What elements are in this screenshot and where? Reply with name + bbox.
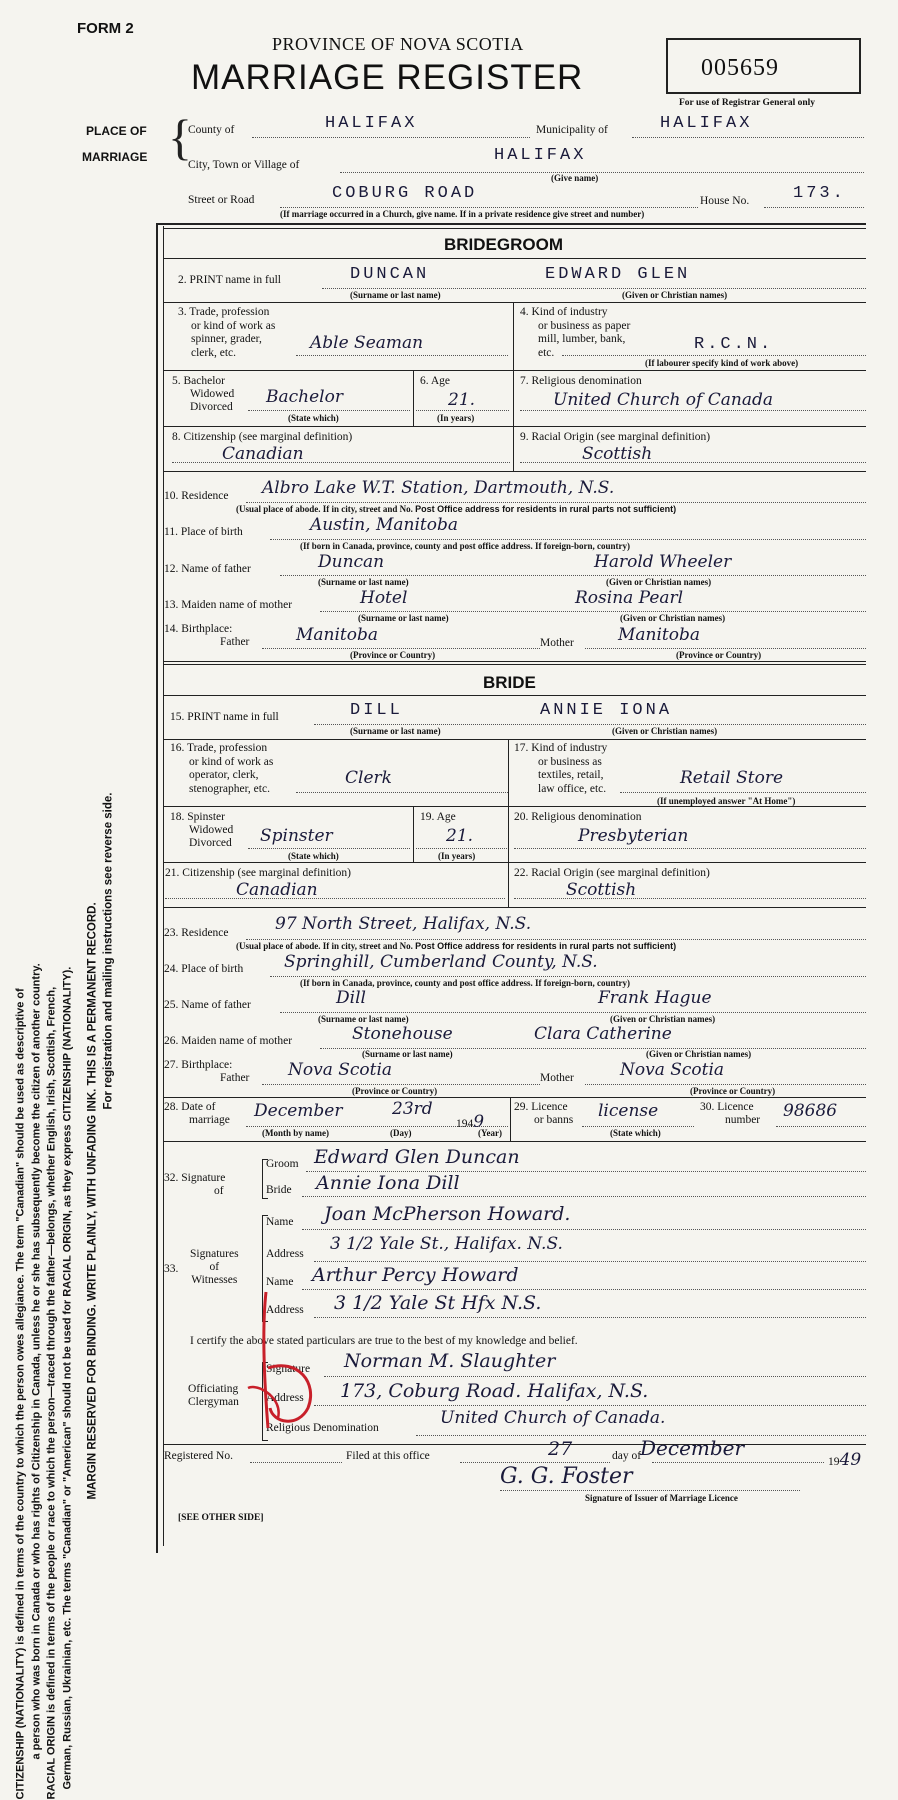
bride-father-surname-caption: (Surname or last name) — [318, 1014, 409, 1024]
groom-mother-given-caption: (Given or Christian names) — [620, 613, 726, 623]
groom-state-caption: (State which) — [288, 413, 339, 423]
bride-field-24: 24. Place of birth — [164, 963, 244, 975]
year-caption: (Year) — [478, 1128, 502, 1138]
margin-line-2: a person who was born in Canada or who has rights of Citizenship in Canada, unless he or she has subsequently become the citizen of another country. — [30, 963, 42, 1760]
groom-age: 21. — [448, 390, 476, 410]
registered-no-label: Registered No. — [164, 1450, 233, 1462]
bride-mother-surname-caption: (Surname or last name) — [362, 1049, 453, 1059]
bride-given-caption: (Given or Christian names) — [612, 726, 718, 736]
signature-field-33: 33. — [164, 1263, 179, 1275]
groom-field-4: 4. Kind of industry or business as paper mill, lumber, bank, etc. — [520, 306, 631, 359]
groom-mother-prov-caption: (Province or Country) — [676, 650, 762, 660]
bride-marital-status: Spinster — [260, 826, 333, 846]
give-name-caption: (Give name) — [551, 173, 599, 183]
bride-father-given: Frank Hague — [598, 988, 712, 1008]
groom-residence-caption: (Usual place of abode. If in city, street and No. Post Office address for residents in rural parts not sufficient) — [236, 504, 677, 514]
groom-mother-birthplace: Manitoba — [618, 625, 701, 645]
groom-birthplace: Austin, Manitoba — [310, 515, 458, 535]
margin-line-5: MARGIN RESERVED FOR BINDING. WRITE PLAINLY, WITH UNFADING INK. THIS IS A PERMANENT RECORD. — [86, 902, 99, 1500]
witness2-name: Arthur Percy Howard — [312, 1264, 519, 1286]
groom-father-given: Harold Wheeler — [594, 552, 732, 572]
bride-surname: DILL — [350, 701, 403, 720]
margin-line-6: For registration and mailing instructions see reverse side. — [102, 792, 114, 1110]
marriage-day: 23rd — [392, 1099, 433, 1119]
witness1-address: 3 1/2 Yale St., Halifax. N.S. — [330, 1234, 563, 1254]
bride-father-birthplace: Nova Scotia — [288, 1060, 393, 1080]
red-ink-mark — [238, 1288, 328, 1438]
place-label-1: PLACE OF — [86, 124, 147, 138]
house-value: 173. — [793, 184, 846, 203]
county-value: HALIFAX — [325, 114, 418, 133]
street-value: COBURG ROAD — [332, 184, 478, 203]
licence-number: 98686 — [783, 1101, 838, 1121]
bride-signature: Annie Iona Dill — [316, 1172, 460, 1194]
bride-state-caption: (State which) — [288, 851, 339, 861]
bride-father-surname: Dill — [336, 988, 366, 1008]
bride-mother-label: Mother — [540, 1072, 574, 1084]
filed-label: Filed at this office — [346, 1450, 430, 1462]
groom-industry-caption: (If labourer specify kind of work above) — [645, 358, 799, 368]
street-note: (If marriage occurred in a Church, give name. If in a private residence give street and number) — [280, 209, 645, 219]
groom-signature: Edward Glen Duncan — [314, 1146, 520, 1168]
registrar-note: For use of Registrar General only — [679, 98, 816, 108]
groom-trade: Able Seaman — [310, 333, 424, 353]
bride-trade: Clerk — [345, 768, 392, 788]
bride-field-15: 15. PRINT name in full — [170, 711, 279, 723]
day-caption: (Day) — [390, 1128, 412, 1138]
registration-number: 005659 — [701, 55, 779, 81]
groom-mother-given: Rosina Pearl — [575, 588, 684, 608]
bride-religion: Presbyterian — [578, 826, 689, 846]
bride-field-16: 16. Trade, profession or kind of work as operator, clerk, stenographer, etc. — [170, 742, 274, 795]
bridegroom-heading: BRIDEGROOM — [444, 235, 563, 254]
officiating-clergyman-label: Officiating Clergyman — [188, 1383, 239, 1408]
groom-field-6: 6. Age — [420, 375, 451, 387]
registration-number-box — [666, 38, 861, 94]
bride-mother-birthplace: Nova Scotia — [620, 1060, 725, 1080]
groom-residence: Albro Lake W.T. Station, Dartmouth, N.S. — [262, 478, 615, 498]
groom-father-birthplace: Manitoba — [296, 625, 379, 645]
bride-field-19: 19. Age — [420, 811, 456, 823]
witness2-name-label: Name — [266, 1276, 294, 1288]
groom-father-prov-caption: (Province or Country) — [350, 650, 436, 660]
margin-line-3: RACIAL ORIGIN is defined in terms of the people or race to which the person—traced through the father—belongs, whether English, Irish, Scottish, French, — [45, 986, 58, 1800]
place-label-2: MARRIAGE — [82, 150, 148, 164]
bride-field-17: 17. Kind of industry or business as textiles, retail, law office, etc. — [514, 742, 608, 795]
bride-field-25: 25. Name of father — [164, 999, 251, 1011]
groom-field-5: 5. Bachelor Widowed Divorced — [172, 375, 235, 413]
form-inner-border — [163, 226, 164, 1546]
groom-mother-label: Mother — [540, 637, 574, 649]
bride-given-names: ANNIE IONA — [540, 701, 673, 720]
bride-field-21: 21. Citizenship (see marginal definition) — [165, 867, 351, 879]
margin-line-1: CITIZENSHIP (NATIONALITY) is defined in terms of the country to which the person owes allegiance. The term "Canadian" should be used as descriptive of — [14, 988, 27, 1800]
marriage-field-30: 30. Licence number — [700, 1101, 761, 1126]
clergy-denomination: United Church of Canada. — [440, 1408, 666, 1428]
groom-racial-origin: Scottish — [582, 444, 653, 464]
street-label: Street or Road — [188, 194, 255, 206]
margin-instructions — [14, 410, 117, 1800]
bride-surname-caption: (Surname or last name) — [350, 726, 441, 736]
groom-birth-caption: (If born in Canada, province, county and post office address. If foreign-born, country) — [300, 541, 631, 551]
bride-citizenship: Canadian — [236, 880, 318, 900]
groom-citizenship: Canadian — [222, 444, 304, 464]
groom-religion: United Church of Canada — [553, 390, 773, 410]
bride-birth-caption: (If born in Canada, province, county and post office address. If foreign-born, country) — [300, 978, 631, 988]
bride-signature-label: Bride — [266, 1184, 292, 1196]
witness1-name: Joan McPherson Howard. — [324, 1203, 571, 1225]
city-value: HALIFAX — [494, 146, 587, 165]
issuer-signature: G. G. Foster — [500, 1464, 633, 1489]
bride-father-given-caption: (Given or Christian names) — [610, 1014, 716, 1024]
municipality-label: Municipality of — [536, 124, 608, 136]
bride-field-20: 20. Religious denomination — [514, 811, 642, 823]
groom-field-12: 12. Name of father — [164, 563, 251, 575]
bride-field-26: 26. Maiden name of mother — [164, 1035, 293, 1047]
form-left-border — [156, 223, 158, 1553]
clergy-signature-label: Signature — [266, 1363, 311, 1375]
house-label: House No. — [700, 195, 750, 207]
see-other-side: [SEE OTHER SIDE] — [178, 1513, 264, 1523]
groom-surname: DUNCAN — [350, 265, 430, 284]
groom-field-14: 14. Birthplace: Father — [164, 623, 250, 648]
certification-text: I certify the above stated particulars are true to the best of my knowledge and belief. — [190, 1335, 578, 1347]
place-brace: { — [168, 109, 192, 165]
bride-mother-given: Clara Catherine — [534, 1024, 672, 1044]
page-title: MARRIAGE REGISTER — [191, 58, 584, 97]
bride-industry: Retail Store — [680, 768, 784, 788]
signature-field-32: 32. Signature of — [164, 1172, 226, 1197]
county-label: County of — [188, 124, 235, 136]
bride-mother-surname: Stonehouse — [352, 1024, 453, 1044]
marriage-field-28: 28. Date of marriage — [164, 1101, 230, 1126]
bride-years-caption: (In years) — [438, 851, 476, 861]
groom-signature-label: Groom — [266, 1158, 299, 1170]
clergy-denomination-label: Religious Denomination — [266, 1422, 379, 1434]
groom-field-13: 13. Maiden name of mother — [164, 599, 293, 611]
marriage-field-29: 29. Licence or banns — [514, 1101, 574, 1126]
bride-field-22: 22. Racial Origin (see marginal definition) — [514, 867, 710, 879]
witness1-address-label: Address — [266, 1248, 304, 1260]
licence-type: license — [598, 1101, 659, 1121]
bride-father-prov-caption: (Province or Country) — [352, 1086, 438, 1096]
city-label: City, Town or Village of — [188, 159, 300, 171]
witness2-address: 3 1/2 Yale St Hfx N.S. — [334, 1292, 542, 1314]
clergy-address-label: Address — [266, 1392, 304, 1404]
bride-heading: BRIDE — [483, 673, 536, 692]
groom-field-8: 8. Citizenship (see marginal definition) — [172, 431, 353, 443]
bride-residence: 97 North Street, Halifax, N.S. — [275, 914, 532, 934]
bride-birthplace: Springhill, Cumberland County, N.S. — [284, 952, 598, 972]
filed-month: December — [640, 1436, 745, 1460]
groom-field-11: 11. Place of birth — [164, 526, 243, 538]
state-which-caption: (State which) — [610, 1128, 661, 1138]
groom-field-2: 2. PRINT name in full — [178, 274, 281, 286]
groom-field-7: 7. Religious denomination — [520, 375, 642, 387]
bride-residence-caption: (Usual place of abode. If in city, street and No. Post Office address for residents in rural parts not sufficient) — [236, 941, 677, 951]
filed-year: 1949 — [828, 1450, 862, 1470]
form-number: FORM 2 — [77, 20, 134, 37]
province-heading: PROVINCE OF NOVA SCOTIA — [272, 34, 524, 54]
issuer-signature-caption: Signature of Issuer of Marriage Licence — [585, 1493, 738, 1503]
groom-field-3: 3. Trade, profession or kind of work as spinner, grader, clerk, etc. — [178, 306, 276, 359]
clergy-signature: Norman M. Slaughter — [344, 1350, 556, 1372]
bride-age: 21. — [446, 826, 474, 846]
groom-father-surname: Duncan — [318, 552, 385, 572]
filed-day: 27 — [548, 1438, 573, 1460]
month-caption: (Month by name) — [262, 1128, 329, 1138]
witness-block-label: Signatures of Witnesses — [190, 1248, 239, 1286]
day-of-label: day of — [612, 1450, 642, 1462]
groom-mother-surname-caption: (Surname or last name) — [358, 613, 449, 623]
bride-industry-caption: (If unemployed answer "At Home") — [657, 796, 796, 806]
bride-racial-origin: Scottish — [566, 880, 637, 900]
groom-field-10: 10. Residence — [164, 490, 229, 502]
marriage-month: December — [254, 1101, 343, 1121]
bride-mother-given-caption: (Given or Christian names) — [646, 1049, 752, 1059]
witness2-address-label: Address — [266, 1304, 304, 1316]
bride-field-23: 23. Residence — [164, 927, 229, 939]
bride-mother-prov-caption: (Province or Country) — [690, 1086, 776, 1096]
marriage-year: 1949 — [456, 1112, 485, 1132]
margin-line-4: German, Russian, Ukrainian, etc. The terms "Canadian" or "American" should not be used for RACIAL ORIGIN, as they express CITIZENSHIP (NATIONALITY). — [61, 966, 73, 1790]
clergy-address: 173, Coburg Road. Halifax, N.S. — [340, 1380, 649, 1402]
witness1-name-label: Name — [266, 1216, 294, 1228]
bride-field-18: 18. Spinster Widowed Divorced — [170, 811, 234, 849]
groom-marital-status: Bachelor — [266, 387, 343, 407]
groom-mother-surname: Hotel — [360, 588, 408, 608]
groom-years-caption: (In years) — [437, 413, 475, 423]
groom-field-9: 9. Racial Origin (see marginal definition) — [520, 431, 711, 443]
bride-field-27: 27. Birthplace: Father — [164, 1059, 250, 1084]
groom-given-names: EDWARD GLEN — [545, 265, 691, 284]
groom-surname-caption: (Surname or last name) — [350, 290, 441, 300]
groom-given-caption: (Given or Christian names) — [622, 290, 728, 300]
groom-father-surname-caption: (Surname or last name) — [318, 577, 409, 587]
municipality-value: HALIFAX — [660, 114, 753, 133]
groom-father-given-caption: (Given or Christian names) — [606, 577, 712, 587]
groom-industry: R.C.N. — [694, 335, 774, 354]
